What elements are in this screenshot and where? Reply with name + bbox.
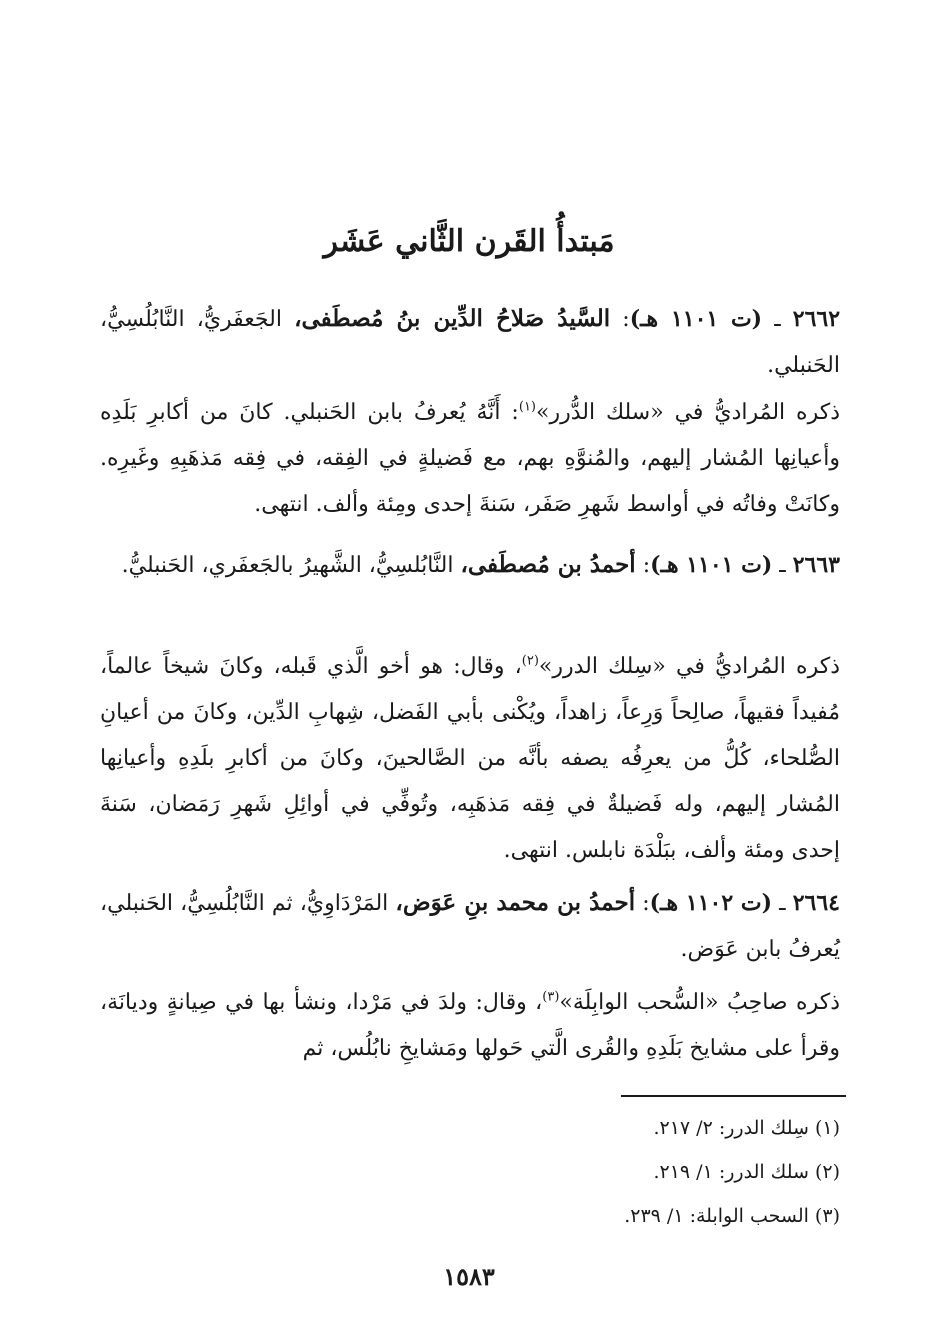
footnote-ref: (٣) (542, 989, 560, 1005)
footnote: (١) سِلك الدرر: ٢/ ٢١٧. (653, 1117, 840, 1139)
paragraph (100, 980, 840, 1072)
paragraph (100, 390, 840, 528)
entry-heading (100, 542, 840, 589)
entry-rest: الجَعفَريُّ، النَّابُلُسِيُّ، الحَنبلي. (100, 307, 840, 378)
page-number: ١٥٨٣ (443, 1262, 495, 1291)
paragraph (100, 644, 840, 874)
footnote: (٣) السحب الوابلة: ١/ ٢٣٩. (624, 1205, 840, 1227)
entry-date: (ت ١١٠١ هـ) (629, 306, 763, 332)
paragraph-text: ، وقال: ولدَ في مَرْدا، ونشأ بها في صِيانةٍ وديانَة، وقرأ على مشايخ بَلَدِهِ والقُرى الَّتي حَولها ومَشايخِ نابُلُس، ثم (100, 990, 840, 1061)
entry-name: أحمدُ بن محمد بنِ عَوَض، (395, 889, 636, 916)
paragraph-text: ذكره المُراديُّ في «سلك الدُّرر» (536, 400, 840, 425)
entry-dash: ـ (772, 891, 786, 916)
entry-name: أحمدُ بن مُصطَفى، (460, 551, 636, 578)
entry-colon: : (610, 307, 630, 332)
paragraph-text: ، وقال: هو أخو الَّذي قَبله، وكانَ شيخاً عالماً، مُفيداً فقيهاً، صالِحاً وَرِعاً، زاهداً، ويُكْنى بأبي الفَضل، شِهابِ الدِّين، وكانَ من أعيانِ الصُّلحاء، كُلُّ من يعرِفُه يصفه بأنَّه من الصَّالحينَ، وكانَ من أكابرِ بلَدِهِ وأعيانِها المُشار إليهم، وله فَضيلةٌ في فِقه مَذهَبِه، وتُوفِّي في أوائِلِ شَهرِ رَمَضان، سَنةَ إحدى ومئة وألف، ببَلْدَة نابلس. انتهى. (100, 654, 840, 863)
footnote-separator (621, 1095, 846, 1097)
footnotes (340, 1106, 840, 1238)
entry-rest: النَّابُلسِيُّ، الشَّهيرُ بالجَعفَري، الحَنبليُّ. (121, 553, 454, 578)
footnote-ref: (١) (518, 399, 536, 415)
entry-dash: ـ (762, 307, 781, 332)
entry-heading (100, 880, 840, 973)
entry-number: ٢٦٦٣ (792, 552, 840, 578)
entry-colon: : (635, 891, 650, 916)
footnote-ref: (٢) (521, 653, 539, 669)
entry-rest: المَرْدَاوِيُّ، ثم النَّابُلُسِيُّ، الحَنبلي، يُعرفُ بابن عَوَض. (100, 891, 840, 962)
paragraph-text: : أَنَّهُ يُعرفُ بابن الحَنبلي. كانَ من أكابرِ بَلَدِه وأعيانِها المُشار إليهم، والمُنوَّهِ بهم، مع فَضيلةٍ في الفِقه، في فِقه مَذهَبِهِ وغَيرِه. وكانَتْ وفاتُه في أواسط شَهرِ صَفَر، سَنةَ إحدى ومِئة وألف. انتهى. (100, 400, 840, 517)
entry-date: (ت ١١٠١ هـ) (650, 552, 773, 578)
paragraph-text: ذكره المُراديُّ في «سِلك الدرر» (538, 654, 840, 679)
footnote: (٢) سلك الدرر: ١/ ٢١٩. (653, 1161, 840, 1183)
entry-heading (100, 296, 840, 389)
section-title: مَبتدأُ القَرن الثَّاني عَشَر (323, 224, 615, 259)
entry-number: ٢٦٦٢ (792, 306, 841, 332)
entry-name: السَّيدُ صَلاحُ الدِّين بنُ مُصطَفى، (294, 305, 611, 332)
paragraph-text: ذكره صاحِبُ «السُّحب الوابِلَة» (559, 990, 840, 1015)
entry-colon: : (635, 553, 651, 578)
entry-date: (ت ١١٠٢ هـ) (649, 890, 773, 916)
entry-dash: ـ (772, 553, 786, 578)
entry-number: ٢٦٦٤ (792, 890, 840, 916)
